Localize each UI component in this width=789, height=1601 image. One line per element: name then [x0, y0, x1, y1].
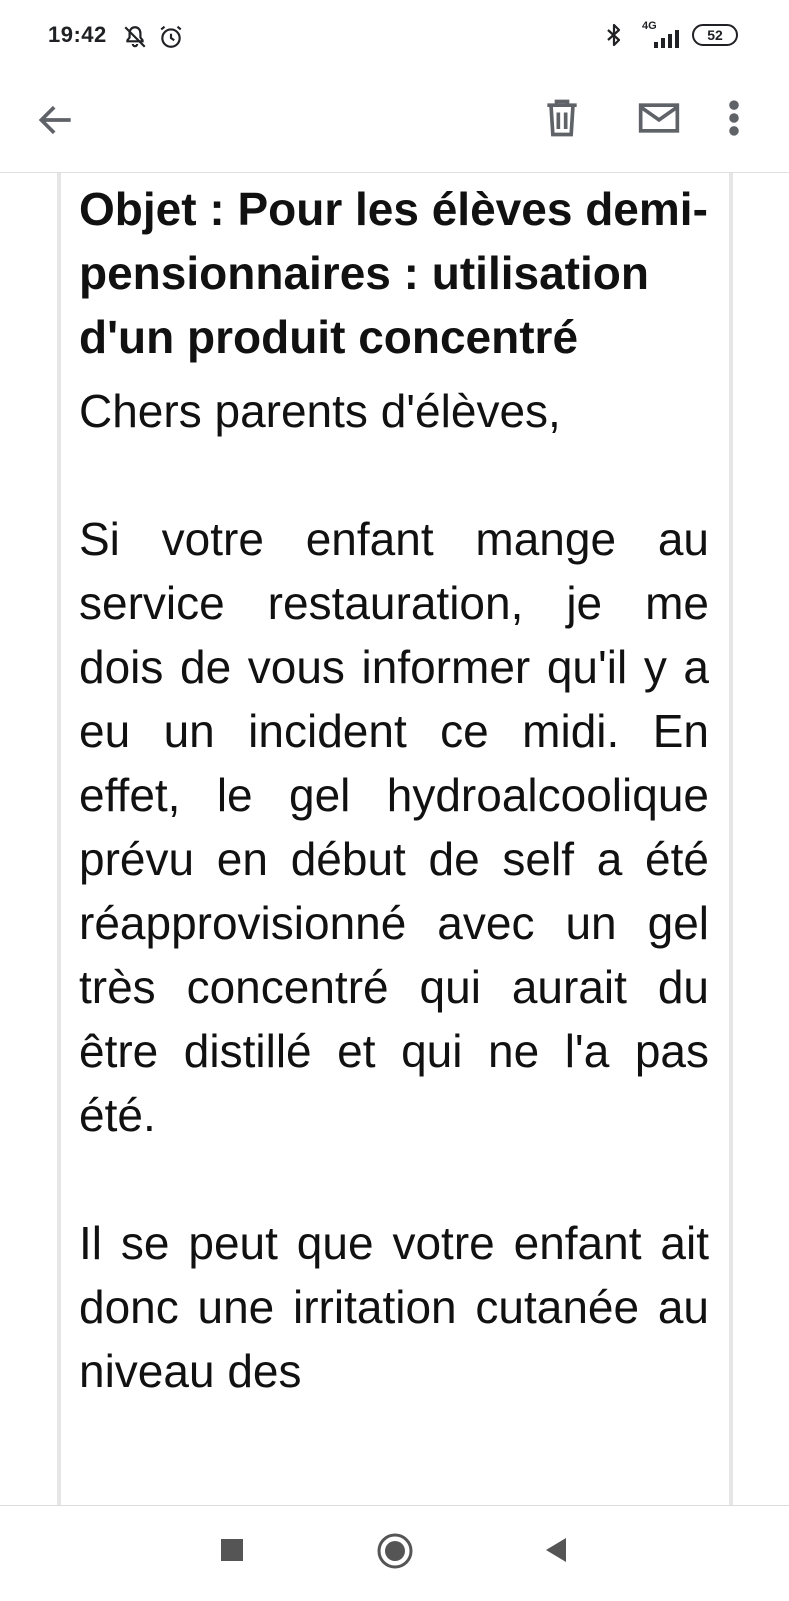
recent-apps-button[interactable]: [220, 1538, 244, 1567]
message-body: [57, 173, 733, 1505]
back-button[interactable]: [544, 1536, 568, 1569]
notifications-off-icon: [122, 24, 148, 55]
trash-icon[interactable]: [540, 96, 584, 145]
home-button[interactable]: [376, 1532, 414, 1575]
app-toolbar: [0, 72, 789, 173]
email-subject: Objet : Pour les élèves demi-pensionnaires : utilisation d'un produit concentré: [79, 183, 708, 363]
email-paragraph-2: Il se peut que votre enfant ait donc une irritation cutanée au niveau des: [79, 1217, 709, 1397]
system-nav-bar: [0, 1505, 789, 1601]
battery-indicator: 52: [692, 24, 738, 46]
mail-icon[interactable]: [636, 96, 682, 145]
back-arrow-icon[interactable]: [34, 98, 78, 147]
alarm-icon: [158, 24, 184, 55]
email-paragraph-1: Si votre enfant mange au service restauration, je me dois de vous informer qu'il y a eu un incident ce midi. En effet, le gel hydroalcoolique prévu en début de self a été réapprovisionné avec un gel très concentré qui aurait du être distillé et qui ne l'a pas été.: [79, 513, 709, 1141]
email-content-area[interactable]: [0, 173, 789, 1505]
status-bar: [0, 0, 789, 72]
network-type-label: 4G: [642, 20, 657, 32]
signal-icon: [652, 28, 682, 53]
bluetooth-icon: [604, 22, 624, 55]
status-time: 19:42: [48, 22, 107, 47]
email-greeting: Chers parents d'élèves,: [79, 385, 561, 437]
more-vert-icon[interactable]: [724, 96, 744, 145]
